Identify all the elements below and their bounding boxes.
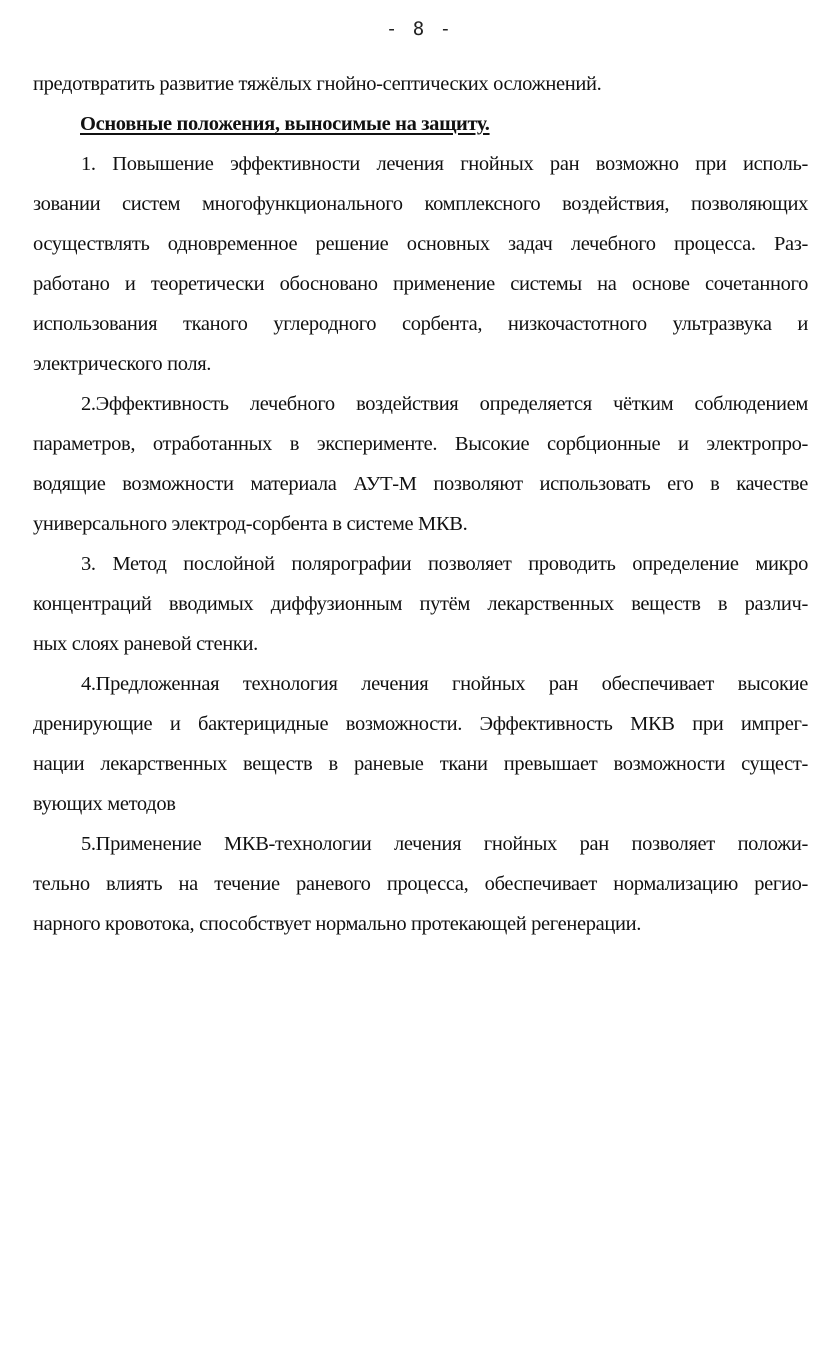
text-line: нации лекарственных веществ в раневые ткани превышает возможности сущест- [33,753,808,775]
text-line: 3. Метод послойной полярографии позволяет проводить определение микро [81,553,808,575]
intro-paragraph [33,64,808,104]
text-line: электрического поля. [33,353,212,375]
text-line: нарного кровотока, способствует нормально протекающей регенерации. [33,913,641,935]
text-line: использования тканого углеродного сорбента, низкочастотного ультразвука и [33,313,808,335]
text-line: 2.Эффективность лечебного воздействия определяется чётким соблюдением [81,393,808,415]
text-line: работано и теоретически обосновано применение системы на основе сочетанного [33,273,808,295]
text-line: 1. Повышение эффективности лечения гнойных ран возможно при исполь- [81,153,808,175]
thesis-paragraph-3 [33,544,808,664]
text-line: параметров, отработанных в эксперименте. Высокие сорбционные и электропро- [33,433,808,455]
text-line: зовании систем многофункционального комплексного воздействия, позволяющих [33,193,808,215]
thesis-paragraph-2 [33,384,808,544]
text-line: тельно влиять на течение раневого процесса, обеспечивает нормализацию регио- [33,873,808,895]
text-line: дренирующие и бактерицидные возможности. Эффективность МКВ при импрег- [33,713,808,735]
text-line: осуществлять одновременное решение основных задач лечебного процесса. Раз- [33,233,808,255]
text-line: 5.Применение МКВ-технологии лечения гнойных ран позволяет положи- [81,833,808,855]
thesis-paragraph-4 [33,664,808,824]
page-number: - 8 - [385,18,454,40]
text-line: концентраций вводимых диффузионным путём лекарственных веществ в различ- [33,593,808,615]
text-line: ных слоях раневой стенки. [33,633,258,655]
text-line: вующих методов [33,793,176,815]
text-line: 4.Предложенная технология лечения гнойных ран обеспечивает высокие [81,673,808,695]
text-line: водящие возможности материала АУТ-М позволяют использовать его в качестве [33,473,808,495]
section-heading: Основные положения, выносимые на защиту. [80,113,490,135]
text-line: предотвратить развитие тяжёлых гнойно-септических осложнений. [33,73,602,95]
thesis-paragraph-5 [33,824,808,944]
thesis-paragraph-1 [33,144,808,384]
document-body [33,64,808,944]
text-line: универсального электрод-сорбента в системе МКВ. [33,513,468,535]
